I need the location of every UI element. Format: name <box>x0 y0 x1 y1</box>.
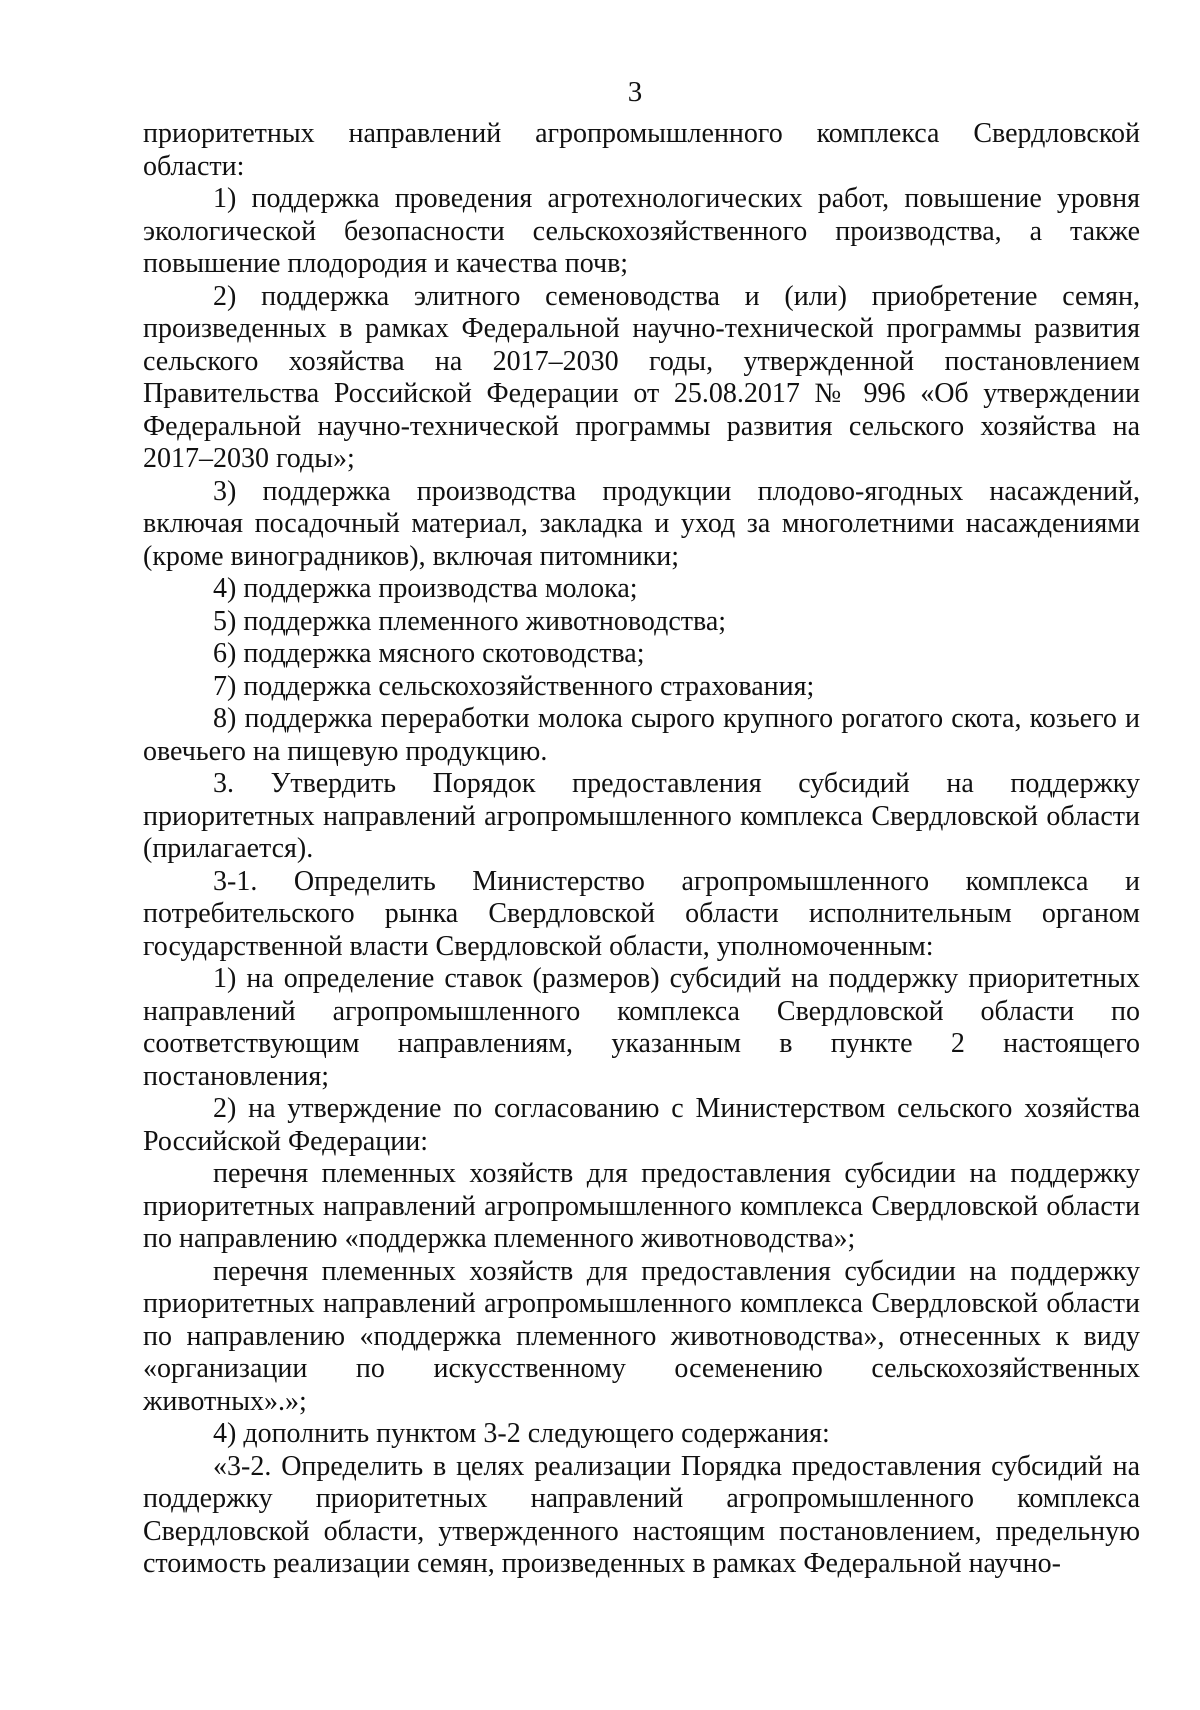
paragraph: перечня племенных хозяйств для предоставления субсидии на поддержку приоритетных направлений агропромышленного комплекса Свердловской области по направлению «поддержка племенного животноводства»; <box>143 1158 1140 1254</box>
list-item: 1) поддержка проведения агротехнологических работ, повышение уровня экологической безопасности сельскохозяйственного производства, а также повышение плодородия и качества почв; <box>143 183 1140 279</box>
document-body <box>143 118 1140 1581</box>
list-item: 1) на определение ставок (размеров) субсидий на поддержку приоритетных направлений агропромышленного комплекса Свердловской области по соответствующим направлениям, указанным в пункте 2 настоящего постановления; <box>143 963 1140 1092</box>
list-item: 4) поддержка производства молока; <box>213 573 638 604</box>
list-item: 2) поддержка элитного семеноводства и (или) приобретение семян, произведенных в рамках Федеральной научно-технической программы развития сельского хозяйства на 2017–2030 годы, утвержденной постановлением Правительства Российской Федерации от 25.08.2017 № 996 «Об утверждении Федеральной научно-технической программы развития сельского хозяйства на 2017–2030 годы»; <box>143 280 1140 474</box>
paragraph: «3-2. Определить в целях реализации Порядка предоставления субсидий на поддержку приоритетных направлений агропромышленного комплекса Свердловской области, утвержденного настоящим постановлением, предельную стоимость реализации семян, произведенных в рамках Федеральной научно- <box>143 1450 1140 1579</box>
page-number: 3 <box>627 76 643 108</box>
paragraph: 3-1. Определить Министерство агропромышленного комплекса и потребительского рынка Свердловской области исполнительным органом государственной власти Свердловской области, уполномоченным: <box>143 865 1140 962</box>
paragraph: 3. Утвердить Порядок предоставления субсидий на поддержку приоритетных направлений агропромышленного комплекса Свердловской области (прилагается). <box>143 768 1140 864</box>
list-item: 8) поддержка переработки молока сырого крупного рогатого скота, козьего и овечьего на пищевую продукцию. <box>143 703 1140 767</box>
list-item: 6) поддержка мясного скотоводства; <box>213 638 645 669</box>
list-item: 7) поддержка сельскохозяйственного страхования; <box>213 670 815 702</box>
list-item: 3) поддержка производства продукции плодово-ягодных насаждений, включая посадочный материал, закладка и уход за многолетними насаждениями (кроме виноградников), включая питомники; <box>143 475 1140 572</box>
list-item: 2) на утверждение по согласованию с Министерством сельского хозяйства Российской Федерации: <box>143 1093 1140 1157</box>
paragraph: перечня племенных хозяйств для предоставления субсидии на поддержку приоритетных направлений агропромышленного комплекса Свердловской области по направлению «поддержка племенного животноводства», отнесенных к виду «организации по искусственному осеменению сельскохозяйственных животных».»; <box>143 1255 1140 1417</box>
paragraph: приоритетных направлений агропромышленного комплекса Свердловской области: <box>143 118 1140 182</box>
list-item: 4) дополнить пунктом 3-2 следующего содержания: <box>213 1418 830 1449</box>
list-item: 5) поддержка племенного животноводства; <box>213 605 727 637</box>
